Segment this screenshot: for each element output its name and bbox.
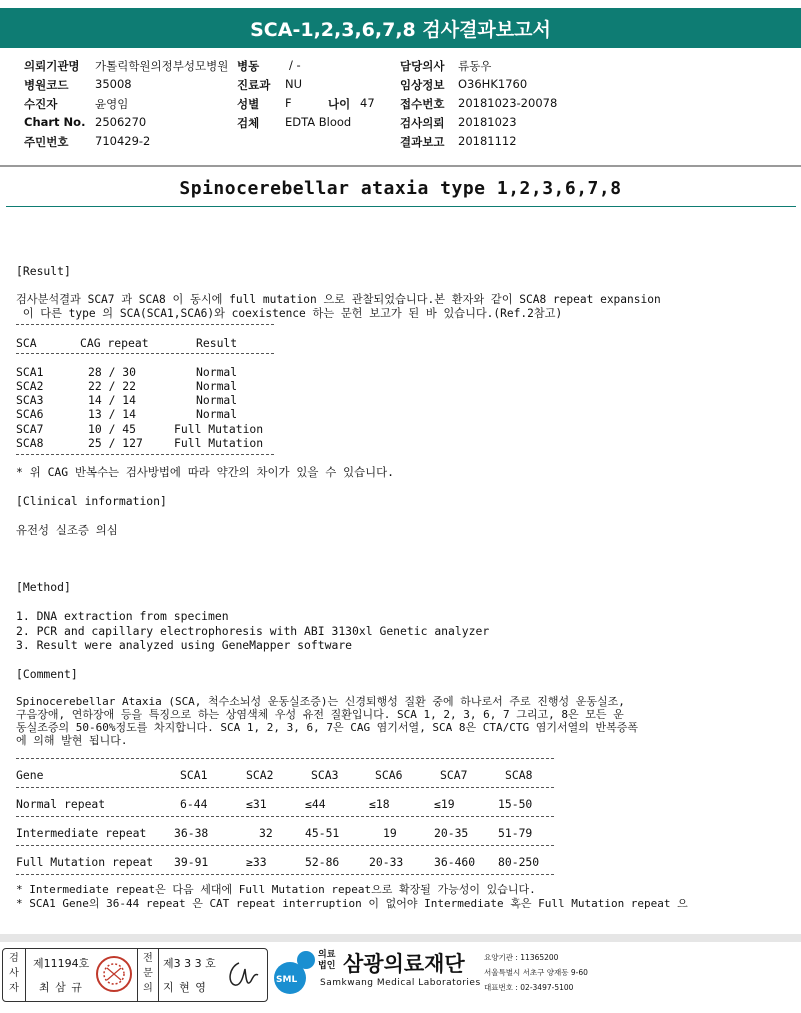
result-row-result: Normal bbox=[196, 393, 238, 407]
report-date-value: 20181112 bbox=[458, 134, 517, 148]
specialist-name: 지 현 영 bbox=[163, 981, 207, 994]
logo-text: SML bbox=[276, 975, 298, 985]
doctor-label: 담당의사 bbox=[400, 59, 445, 73]
result-col-sca: SCA bbox=[16, 336, 37, 350]
hospital-code-label: 병원코드 bbox=[24, 78, 69, 92]
range-cell: ≤44 bbox=[305, 797, 326, 811]
comment-note: * Intermediate repeat은 다음 세대에 Full Mutation repeat으로 확장될 가능성이 있습니다. bbox=[16, 883, 536, 896]
signature-divider bbox=[158, 949, 159, 1001]
footer bbox=[0, 942, 801, 1013]
result-table-rule-bottom bbox=[16, 454, 274, 455]
dept-label: 진료과 bbox=[237, 78, 271, 92]
result-line-1: 검사분석결과 SCA7 과 SCA8 이 동시에 full mutation 으로 관찰되었습니다.본 환자와 같이 SCA8 repeat expansion bbox=[16, 293, 661, 306]
comment-line: 동실조증의 50-60%정도를 차지합니다. SCA 1, 2, 3, 6, 7은 CAG 염기서열, SCA 8은 CTA/CTG 염기서열의 반복증폭 bbox=[16, 721, 639, 734]
patient-label: 수진자 bbox=[24, 97, 58, 111]
report-title-bar bbox=[0, 8, 801, 48]
report-title: SCA-1,2,3,6,7,8 검사결과보고서 bbox=[250, 18, 551, 41]
result-row-sca: SCA2 bbox=[16, 379, 44, 393]
range-cell: ≤19 bbox=[434, 797, 455, 811]
range-cell: 36-38 bbox=[174, 826, 209, 840]
range-cell: 52-86 bbox=[305, 855, 340, 869]
specialist-license: 제3 3 3 호 bbox=[163, 957, 216, 970]
clinical-heading: [Clinical information] bbox=[16, 494, 167, 508]
range-cell: ≤31 bbox=[246, 797, 267, 811]
examiner-name: 최 삼 규 bbox=[39, 981, 83, 994]
result-col-result: Result bbox=[196, 336, 238, 350]
range-cell: 80-250 bbox=[498, 855, 540, 869]
org-english-name: Samkwang Medical Laboratories bbox=[320, 978, 481, 988]
result-row-sca: SCA3 bbox=[16, 393, 44, 407]
result-row-cag: 28 / 30 bbox=[88, 365, 137, 379]
result-row-result: Normal bbox=[196, 379, 238, 393]
comment-note: * SCA1 Gene의 36-44 repeat 은 CAT repeat interruption 이 없어야 Intermediate 혹은 Full Mutation repeat 으 bbox=[16, 897, 688, 910]
range-cell: 20-33 bbox=[369, 855, 404, 869]
comment-line: 구음장애, 연하장애 등을 특징으로 하는 상염색체 우성 유전 질환입니다. SCA 1, 2, 3, 6, 7 그리고, 8은 모든 운 bbox=[16, 708, 624, 721]
range-cell: 36-460 bbox=[434, 855, 476, 869]
result-table-rule-top bbox=[16, 324, 274, 325]
method-item: 1. DNA extraction from specimen bbox=[16, 609, 229, 623]
clinical-info-label: 임상정보 bbox=[400, 78, 445, 92]
org-address: 서울특별시 서초구 양재동 9-60 bbox=[484, 968, 588, 977]
range-cell: 15-50 bbox=[498, 797, 533, 811]
age-label: 나이 bbox=[328, 97, 351, 111]
range-cell: ≥33 bbox=[246, 855, 267, 869]
result-row-sca: SCA1 bbox=[16, 365, 44, 379]
range-cell: 32 bbox=[259, 826, 273, 840]
resident-no-label: 주민번호 bbox=[24, 135, 69, 149]
range-cell: Normal repeat bbox=[16, 797, 106, 811]
result-heading: [Result] bbox=[16, 264, 71, 278]
examiner-label: 검사자 bbox=[9, 953, 19, 994]
request-date-label: 검사의뢰 bbox=[400, 116, 445, 130]
comment-line: 에 의해 발현 됩니다. bbox=[16, 734, 128, 747]
institution-value: 가톨릭학원의정부성모병원 bbox=[95, 59, 229, 73]
chart-no-value: 2506270 bbox=[95, 115, 147, 129]
ward-label: 병동 bbox=[237, 59, 260, 73]
result-note: * 위 CAG 반복수는 검사방법에 따라 약간의 차이가 있을 수 있습니다. bbox=[16, 465, 394, 479]
clinical-text: 유전성 실조증 의심 bbox=[16, 523, 118, 537]
result-table-rule-mid bbox=[16, 353, 274, 354]
result-line-2: 이 다른 type 의 SCA(SCA1,SCA6)와 coexistence 하는 문헌 보고가 된 바 있습니다.(Ref.2참고) bbox=[16, 307, 563, 320]
title-underline bbox=[6, 206, 796, 207]
range-cell: Full Mutation repeat bbox=[16, 855, 154, 869]
range-header-cell: SCA6 bbox=[375, 768, 403, 782]
document-title: Spinocerebellar ataxia type 1,2,3,6,7,8 bbox=[179, 178, 622, 199]
range-cell: 20-35 bbox=[434, 826, 469, 840]
specimen-label: 검체 bbox=[237, 116, 260, 130]
method-heading: [Method] bbox=[16, 580, 71, 594]
result-row-result: Full Mutation bbox=[174, 422, 264, 436]
receipt-no-label: 접수번호 bbox=[400, 97, 445, 111]
institution-label: 의뢰기관명 bbox=[24, 59, 80, 73]
patient-value: 윤영임 bbox=[95, 97, 129, 111]
org-type: 의료법인 bbox=[318, 950, 336, 971]
org-code: 요양기관 : 11365200 bbox=[484, 953, 559, 962]
result-row-sca: SCA8 bbox=[16, 436, 44, 450]
receipt-no-value: 20181023-20078 bbox=[458, 96, 558, 110]
range-table-rule bbox=[16, 816, 554, 817]
range-cell: 19 bbox=[383, 826, 397, 840]
result-row-sca: SCA6 bbox=[16, 407, 44, 421]
range-table-rule bbox=[16, 787, 554, 788]
range-header-cell: SCA3 bbox=[311, 768, 339, 782]
signature-divider bbox=[25, 949, 26, 1001]
result-row-result: Normal bbox=[196, 407, 238, 421]
specialist-label: 전문의 bbox=[143, 953, 153, 994]
signature-icon bbox=[225, 957, 261, 991]
report-date-label: 결과보고 bbox=[400, 135, 445, 149]
range-header-cell: SCA7 bbox=[440, 768, 468, 782]
method-item: 3. Result were analyzed using GeneMapper software bbox=[16, 638, 353, 652]
chart-no-label: Chart No. bbox=[24, 115, 86, 129]
result-row-cag: 25 / 127 bbox=[88, 436, 143, 450]
ward-value: / - bbox=[289, 58, 301, 72]
red-seal-icon bbox=[95, 954, 133, 994]
range-header-cell: Gene bbox=[16, 768, 44, 782]
signature-box bbox=[2, 948, 268, 1002]
sml-logo-icon bbox=[272, 948, 318, 998]
sex-label: 성별 bbox=[237, 97, 260, 111]
comment-line: Spinocerebellar Ataxia (SCA, 척수소뇌성 운동실조증)는 신경퇴행성 질환 중에 하나로서 주로 진행성 운동실조, bbox=[16, 695, 625, 708]
comment-heading: [Comment] bbox=[16, 667, 78, 681]
result-row-cag: 13 / 14 bbox=[88, 407, 137, 421]
header-divider bbox=[0, 165, 801, 167]
signature-divider bbox=[137, 949, 138, 1001]
result-row-result: Normal bbox=[196, 365, 238, 379]
examiner-license: 제11194호 bbox=[33, 957, 90, 970]
range-cell: 45-51 bbox=[305, 826, 340, 840]
result-row-cag: 22 / 22 bbox=[88, 379, 137, 393]
specimen-value: EDTA Blood bbox=[285, 115, 352, 129]
hospital-code-value: 35008 bbox=[95, 77, 132, 91]
result-col-cag: CAG repeat bbox=[80, 336, 149, 350]
range-cell: 6-44 bbox=[180, 797, 208, 811]
footer-shadow bbox=[0, 934, 801, 942]
range-header-cell: SCA8 bbox=[505, 768, 533, 782]
clinical-info-value: O36HK1760 bbox=[458, 77, 528, 91]
range-cell: ≤18 bbox=[369, 797, 390, 811]
org-name: 삼광의료재단 bbox=[343, 952, 465, 976]
age-value: 47 bbox=[360, 96, 375, 110]
sex-value: F bbox=[285, 96, 292, 110]
resident-no-value: 710429-2 bbox=[95, 134, 151, 148]
range-cell: Intermediate repeat bbox=[16, 826, 147, 840]
request-date-value: 20181023 bbox=[458, 115, 517, 129]
result-row-result: Full Mutation bbox=[174, 436, 264, 450]
range-cell: 39-91 bbox=[174, 855, 209, 869]
range-table-rule bbox=[16, 845, 554, 846]
dept-value: NU bbox=[285, 77, 303, 91]
result-row-sca: SCA7 bbox=[16, 422, 44, 436]
range-table-rule bbox=[16, 758, 554, 759]
range-table-rule bbox=[16, 874, 554, 875]
doctor-value: 류동우 bbox=[458, 59, 492, 73]
result-row-cag: 10 / 45 bbox=[88, 422, 137, 436]
range-header-cell: SCA2 bbox=[246, 768, 274, 782]
method-item: 2. PCR and capillary electrophoresis with ABI 3130xl Genetic analyzer bbox=[16, 624, 490, 638]
range-cell: 51-79 bbox=[498, 826, 533, 840]
org-phone: 대표번호 : 02-3497-5100 bbox=[484, 983, 574, 992]
range-header-cell: SCA1 bbox=[180, 768, 208, 782]
result-row-cag: 14 / 14 bbox=[88, 393, 137, 407]
